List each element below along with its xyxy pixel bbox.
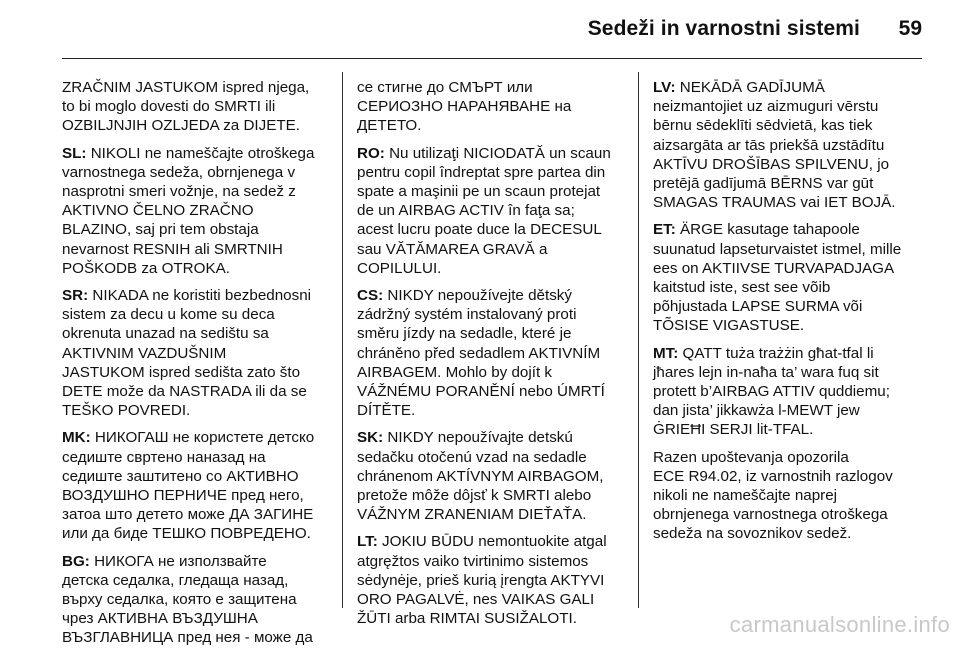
text-line [62,505,324,524]
line-text: НИКОГА не използвайте [89,552,267,570]
language-code: LT: [357,533,378,551]
line-text: pretože môže dôjsť k SMRTI alebo [357,487,592,505]
text-line [653,155,915,174]
line-text: ВЪЗГЛАВНИЦА пред нея - може да [62,629,313,647]
text-line [357,144,619,163]
line-text: spate a maşinii pe un scaun protejat [357,183,601,201]
line-text: JOKIU BŪDU nemontuokite atgal [377,533,607,551]
line-text: НИКОГАШ не користете детско [90,429,315,447]
line-text: aizsargāta ar tās priekšā uzstādītu [653,136,885,154]
text-line [653,448,915,467]
warning-paragraph [357,286,619,420]
line-text: zádržný systém instalovaný proti [357,306,577,324]
text-line [653,78,915,97]
column-divider-2 [638,72,639,608]
line-text: směru jízdy na sedadle, které je [357,325,572,343]
text-line [357,401,619,420]
column-divider-1 [342,72,343,608]
text-line [653,524,915,543]
text-line [357,220,619,239]
line-text: acest lucru poate duce la DECESUL [357,221,602,239]
text-line [62,628,324,647]
warning-paragraph [653,78,915,212]
line-text: okrenuta unazad na sedištu sa [62,325,269,343]
line-text: JASTUKOM ispred sedišta zato što [62,363,301,381]
language-code: SR: [62,287,89,305]
text-line [62,201,324,220]
text-line [653,193,915,212]
line-text: obrnjenega varnostnega otroškega [653,506,888,524]
text-line [62,324,324,343]
text-line [653,382,915,401]
text-column-2 [357,78,619,636]
text-line [62,467,324,486]
line-text: ECE R94.02, iz varnostnih razlogov [653,467,893,485]
text-line [357,363,619,382]
line-text: ees on AKTIIVSE TURVAPADJAGA [653,259,895,277]
text-line [653,297,915,316]
text-line [357,571,619,590]
text-line [357,182,619,201]
line-text: varnostnega sedeža, obrnjenega v [62,163,296,181]
text-line [357,116,619,135]
text-line [357,467,619,486]
line-text: или да биде ТЕШКО ПОВРЕДЕНО. [62,525,311,543]
line-text: NIKDY nepoužívejte dětský [383,287,572,305]
line-text: ÄRGE kasutage tahapoole [675,221,860,239]
text-line [653,97,915,116]
line-text: nasprotni smeri vožnje, na sedež z [62,183,296,201]
line-text: sedeža na sovoznikov sedež. [653,525,852,543]
line-text: kaitstud iste, sest see võib [653,279,831,297]
line-text: се стигне до СМЪРТ или [357,79,533,96]
line-text: AKTIVNO ČELNO ZRAČNO [62,202,254,220]
line-text: седиште свртено наназад на [62,448,266,466]
text-line [653,486,915,505]
line-text: nikoli ne nameščajte naprej [653,487,838,505]
line-text: QATT tuża trażżin għat-tfal li [678,344,874,362]
line-text: ВОЗДУШНО ПЕРНИЧЕ пред него, [62,487,304,505]
line-text: SMAGAS TRAUMAS vai IET BOJĀ. [653,194,896,212]
text-line [357,163,619,182]
line-text: детска седалка, гледаща назад, [62,571,289,589]
language-code: CS: [357,287,384,305]
text-line [62,116,324,135]
line-text: Nu utilizaţi NICIODATĂ un scaun [384,144,611,162]
line-text: chráněno před sedadlem AKTIVNÍM [357,344,601,362]
line-text: pentru copil îndreptat spre partea din [357,163,606,181]
text-line [62,144,324,163]
text-line [357,505,619,524]
text-line [62,305,324,324]
line-text: POŠKODB za OTROKA. [62,259,230,277]
line-text: sedačku otočenú vzad na sedadle [357,448,587,466]
text-line [357,259,619,278]
text-line [653,316,915,335]
text-line [357,532,619,551]
warning-paragraph [62,78,324,136]
line-text: nevarnost RESNIH ali SMRTNIH [62,240,283,258]
text-line [653,136,915,155]
text-line [62,240,324,259]
text-line [62,182,324,201]
text-line [62,609,324,628]
text-line [62,590,324,609]
line-text: pretējā gadījumā BĒRNS var gūt [653,175,874,193]
line-text: COPILULUI. [357,259,442,277]
text-line [62,363,324,382]
warning-paragraph [357,532,619,628]
language-code: LV: [653,79,676,96]
line-text: NIKDY nepoužívajte detskú [383,429,573,447]
line-text: OZBILJNJIH OZLJEDA za DIJETE. [62,117,300,135]
watermark: carmanualsonline.info [729,612,950,637]
text-line [653,505,915,524]
line-text: suunatud lapseturvaistet istmel, mille [653,240,902,258]
warning-paragraph [62,552,324,648]
text-line [653,363,915,382]
line-text: DETE može da NASTRADA ili da se [62,383,307,401]
warning-paragraph [62,286,324,420]
warning-paragraph [653,344,915,440]
text-line [357,305,619,324]
page-header [0,0,960,56]
text-line [357,201,619,220]
text-column-3 [653,78,915,552]
line-text: чрез АКТИВНА ВЪЗДУШНА [62,610,258,628]
line-text: ĠRIEĦI SERJI lit-TFAL. [653,421,814,439]
text-line [62,382,324,401]
text-line [357,97,619,116]
warning-paragraph [357,144,619,278]
text-line [62,524,324,543]
text-line [357,552,619,571]
line-text: AKTĪVU DROŠĪBAS SPILVENU, jo [653,155,890,173]
line-text: NEKĀDĀ GADĪJUMĀ [675,79,825,96]
text-line [653,420,915,439]
text-line [62,344,324,363]
language-code: SL: [62,144,87,162]
language-code: ET: [653,221,676,239]
text-line [62,428,324,447]
text-line [357,324,619,343]
text-line [357,344,619,363]
line-text: dan jista’ jikkawża l-MEWT jew [653,402,860,420]
line-text: TEŠKO POVREDI. [62,402,191,420]
language-code: RO: [357,144,385,162]
line-text: NIKADA ne koristiti bezbednosni [88,287,312,305]
line-text: chránenom AKTÍVNYM AIRBAGOM, [357,467,604,485]
text-line [62,401,324,420]
text-line [653,259,915,278]
text-line [62,78,324,97]
line-text: VÁŽNYM ZRANENIAM DIEŤAŤA. [357,506,587,524]
line-text: BLAZINO, saj pri tem obstaja [62,221,259,239]
line-text: TÕSISE VIGASTUSE. [653,317,805,335]
text-line [62,448,324,467]
text-line [653,116,915,135]
line-text: sistem za decu u kome su deca [62,306,275,324]
warning-paragraph [62,428,324,543]
line-text: põhjustada LAPSE SURMA või [653,298,863,316]
line-text: ŽŪTI arba RIMTAI SUSIŽALOTI. [357,610,577,628]
line-text: atgręžtos vaiko tvirtinimo sistemos [357,552,589,570]
text-line [653,220,915,239]
text-line [653,174,915,193]
language-code: SK: [357,429,384,447]
text-line [653,401,915,420]
line-text: ДЕТЕТО. [357,117,422,135]
line-text: ORO PAGALVĖ, nes VAIKAS GALI [357,591,595,609]
text-line [62,571,324,590]
line-text: върху седалка, която е защитена [62,591,297,609]
text-line [62,486,324,505]
line-text: Razen upoštevanja opozorila [653,448,849,466]
line-text: to bi moglo dovesti do SMRTI ili [62,98,276,116]
line-text: ZRAČNIM JASTUKOM ispred njega, [62,79,310,96]
text-line [357,609,619,628]
line-text: protett b’AIRBAG ATTIV quddiemu; [653,383,890,401]
line-text: DÍTĚTE. [357,402,416,420]
line-text: СЕРИОЗНО НАРАНЯВАНЕ на [357,98,572,116]
line-text: NIKOLI ne nameščajte otroškega [86,144,315,162]
line-text: bērnu sēdeklīti sēdvietā, kas tiek [653,117,873,135]
line-text: sėdynėje, prieš kurią įrengta AKTYVI [357,571,605,589]
line-text: neizmantojiet uz aizmuguri vērstu [653,98,879,116]
text-line [62,552,324,571]
warning-paragraph [653,448,915,544]
text-line [62,286,324,305]
warning-paragraph [653,220,915,335]
text-line [357,240,619,259]
text-line [357,486,619,505]
line-text: седиште заштитено со АКТИВНО [62,467,299,485]
warning-paragraph [62,144,324,278]
text-line [357,428,619,447]
line-text: AKTIVNIM VAZDUŠNIM [62,344,227,362]
language-code: MT: [653,344,679,362]
page-title: Sedeži in varnostni sistemi [587,17,860,40]
text-line [62,163,324,182]
header-divider [62,58,922,59]
text-line [62,97,324,116]
line-text: AIRBAGEM. Mohlo by dojít k [357,363,552,381]
line-text: VÁŽNÉMU PORANĚNÍ nebo ÚMRTÍ [357,383,605,401]
text-line [357,382,619,401]
text-line [357,448,619,467]
text-line [357,590,619,609]
text-column-1 [62,78,324,656]
warning-paragraph [357,428,619,524]
text-line [653,240,915,259]
line-text: jħares lejn in-naħa ta’ wara fuq sit [653,363,879,381]
line-text: затоа што детето може ДА ЗАГИНЕ [62,506,314,524]
text-line [62,220,324,239]
text-line [653,344,915,363]
text-line [357,286,619,305]
language-code: BG: [62,552,90,570]
line-text: sau VĂTĂMAREA GRAVĂ a [357,240,548,258]
language-code: MK: [62,429,91,447]
warning-paragraph [357,78,619,136]
line-text: de un AIRBAG ACTIV în faţa sa; [357,202,575,220]
text-line [653,467,915,486]
text-line [653,278,915,297]
text-line [62,259,324,278]
text-line [357,78,619,97]
page-number: 59 [898,17,922,40]
